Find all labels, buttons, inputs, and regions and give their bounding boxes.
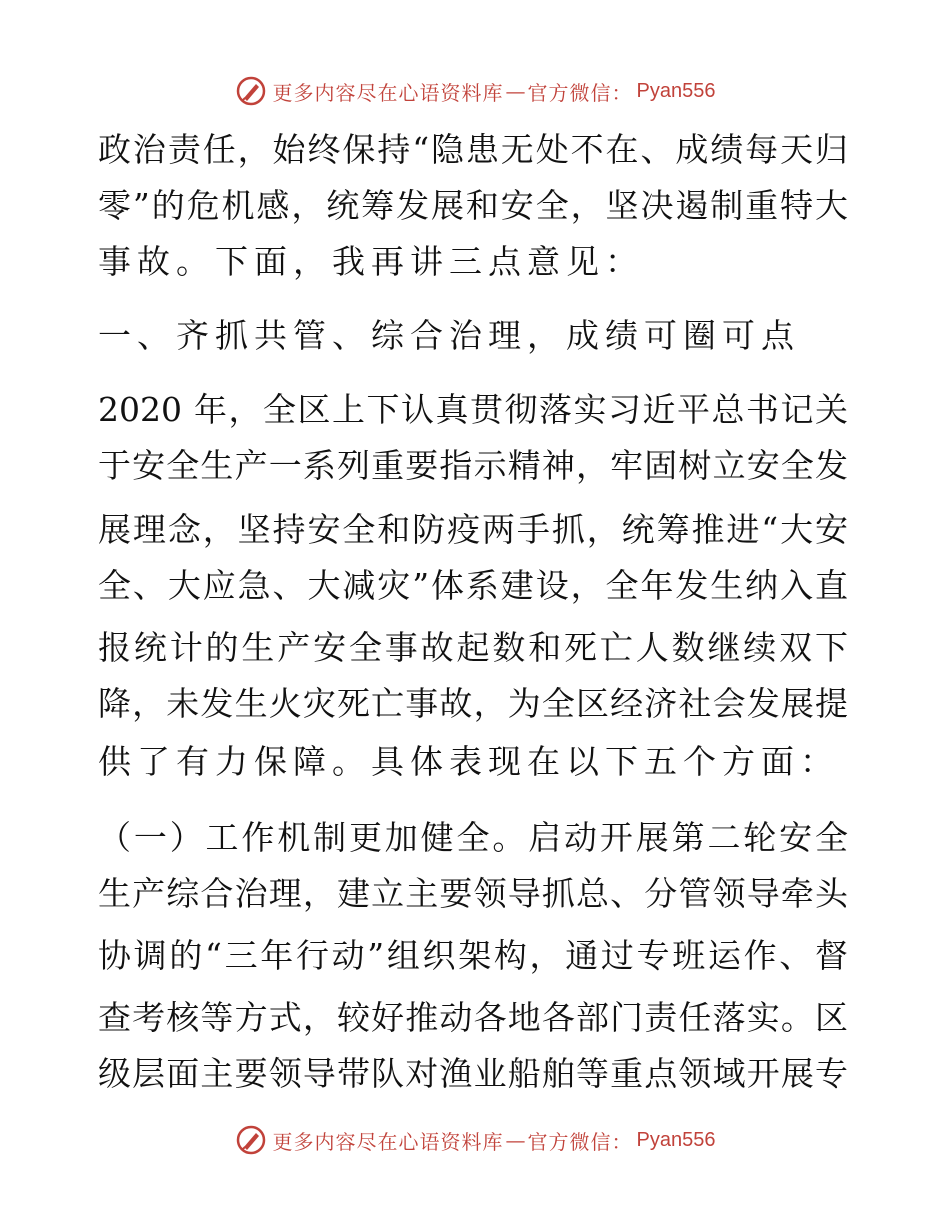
watermark-brand: 更多内容尽在心语资料库 [272,80,504,105]
text-line: 于安全生产一系列重要指示精神，牢固树立安全发 [98,446,848,485]
text-line: 生产综合治理，建立主要领导抓总、分管领导牵头 [98,874,848,913]
text-line: 协调的“三年行动”组织架构，通过专班运作、督 [98,936,848,975]
text-line: 降，未发生火灾死亡事故，为全区经济社会发展提 [98,684,848,723]
text-line: 查考核等方式，较好推动各地各部门责任落实。区 [98,998,848,1037]
text-line: 报统计的生产安全事故起数和死亡人数继续双下 [98,628,848,667]
text-line: 全、大应急、大减灾”体系建设，全年发生纳入直 [98,566,848,605]
watermark-footer [0,1120,950,1160]
watermark-brand: 更多内容尽在心语资料库 [272,1129,504,1154]
text-line: 级层面主要领导带队对渔业船舶等重点领域开展专 [98,1054,848,1093]
pen-seal-icon [235,75,267,107]
section-heading: 一、齐抓共管、综合治理，成绩可圈可点 [98,316,800,355]
watermark-wechat-label: 官方微信： [527,80,633,105]
pen-seal-icon [235,1124,267,1156]
sub-heading-line: （一）工作机制更加健全。启动开展第二轮安全 [98,818,848,857]
text-line: 2020 年，全区上下认真贯彻落实习近平总书记关 [98,390,848,429]
text-line: 展理念，坚持安全和防疫两手抓，统筹推进“大安 [98,510,848,549]
watermark-dash: — [505,1128,526,1152]
watermark-wechat-label: 官方微信： [527,1129,633,1154]
watermark-header [0,71,950,111]
watermark-wechat-id: Pyan556 [636,1128,716,1151]
text-line: 政治责任，始终保持“隐患无处不在、成绩每天归 [98,130,848,169]
text-line: 事故。下面，我再讲三点意见： [98,242,644,281]
text-line: 供了有力保障。具体表现在以下五个方面： [98,742,839,781]
text-line: 零”的危机感，统筹发展和安全，坚决遏制重特大 [98,186,848,225]
watermark-dash: — [505,79,526,103]
watermark-wechat-id: Pyan556 [636,79,716,102]
